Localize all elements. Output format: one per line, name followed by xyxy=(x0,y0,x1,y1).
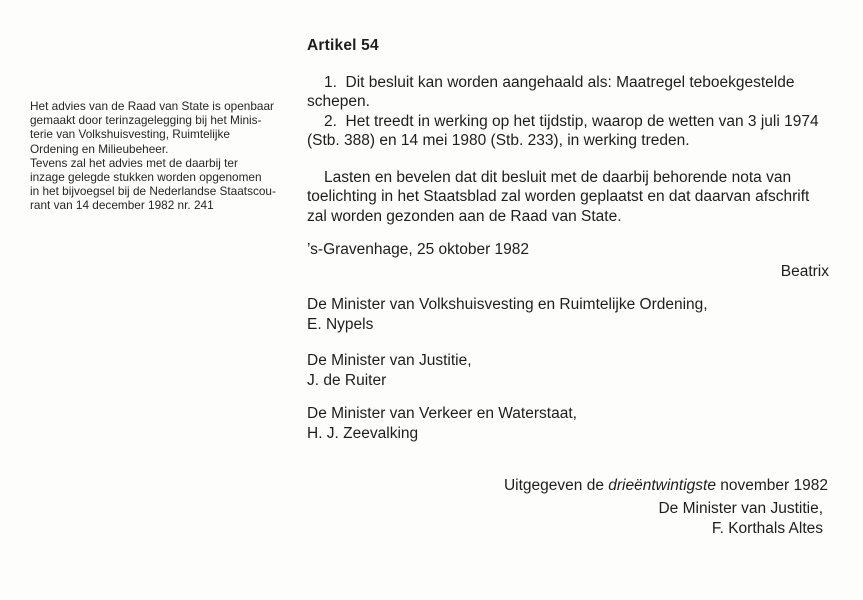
issued-date-word: drieëntwintigste xyxy=(608,477,716,494)
minister-signature-block xyxy=(307,295,848,335)
countersign-block xyxy=(307,499,848,538)
minister-title: De Minister van Justitie, xyxy=(307,352,472,369)
minister-title: De Minister van Volkshuisvesting en Ruimtelijke Ordening, xyxy=(307,296,708,313)
margin-note-line: Tevens zal het advies met de daarbij ter xyxy=(30,155,238,170)
minister-signature-block xyxy=(307,351,848,391)
minister-title: De Minister van Verkeer en Waterstaat, xyxy=(307,405,577,422)
margin-note-line: gemaakt door terinzagelegging bij het Minis- xyxy=(30,113,262,128)
issued-prefix: Uitgegeven de xyxy=(503,477,609,494)
article-column xyxy=(307,0,848,600)
margin-note-line: in het bijvoegsel bij de Nederlandse Staatscou- xyxy=(30,184,276,199)
margin-note-line: rant van 14 december 1982 nr. 241 xyxy=(30,198,214,213)
margin-note xyxy=(30,99,302,213)
margin-note-line: Het advies van de Raad van State is openbaar xyxy=(30,99,274,113)
article-clauses xyxy=(307,73,848,150)
clause-line: schepen. xyxy=(307,93,370,111)
promulgation-line: zal worden gezonden aan de Raad van State. xyxy=(307,207,622,225)
minister-name: E. Nypels xyxy=(307,315,374,333)
margin-note-line: Ordening en Milieubeheer. xyxy=(30,141,169,156)
countersign-name: F. Korthals Altes xyxy=(711,519,823,537)
margin-note-line: inzage gelegde stukken worden opgenomen xyxy=(30,170,262,185)
issued-suffix: november 1982 xyxy=(715,477,828,494)
clause-line: (Stb. 388) en 14 mei 1980 (Stb. 233), in werking treden. xyxy=(307,131,690,149)
clause-line: 2. Het treedt in werking op het tijdstip, waarop de wetten van 3 juli 1974 xyxy=(324,112,819,130)
article-heading: Artikel 54 xyxy=(307,37,379,54)
clause-line: 1. Dit besluit kan worden aangehaald als: Maatregel teboekgestelde xyxy=(324,74,795,91)
promulgation-formula xyxy=(307,168,848,226)
royal-signature: Beatrix xyxy=(780,263,829,280)
minister-name: J. de Ruiter xyxy=(307,371,387,389)
promulgation-line: toelichting in het Staatsblad zal worden geplaatst en dat daarvan afschrift xyxy=(307,188,810,206)
minister-name: H. J. Zeevalking xyxy=(307,424,419,442)
promulgation-line: Lasten en bevelen dat dit besluit met de daarbij behorende nota van xyxy=(324,169,792,186)
minister-signature-block xyxy=(307,404,848,444)
dateline: ’s-Gravenhage, 25 oktober 1982 xyxy=(307,241,530,258)
margin-note-line: terie van Volkshuisvesting, Ruimtelijke xyxy=(30,127,230,142)
countersign-title: De Minister van Justitie, xyxy=(658,500,823,517)
